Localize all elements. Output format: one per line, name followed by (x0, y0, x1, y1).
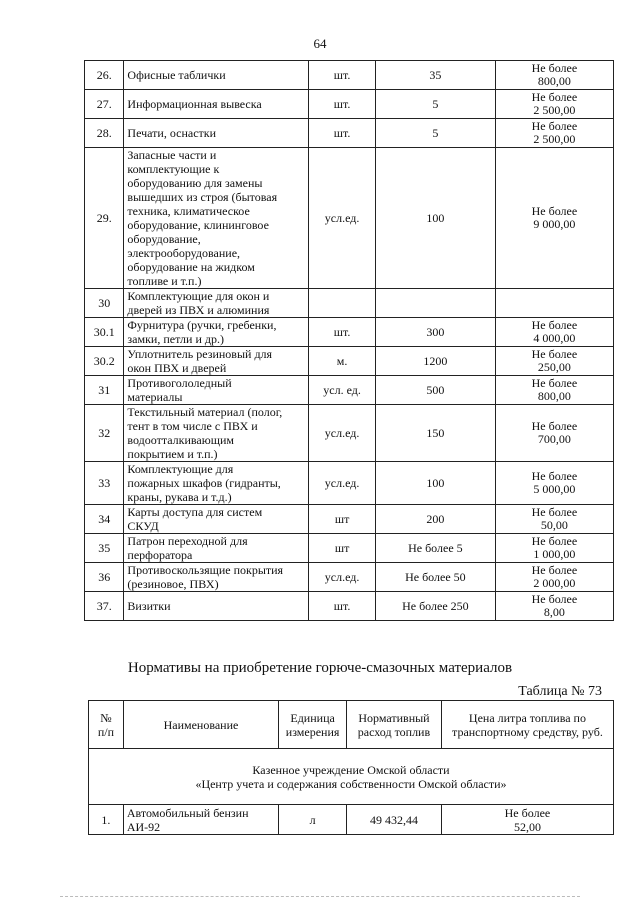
row-name: Комплектующие для окон и дверей из ПВХ и алюминия (124, 289, 309, 318)
row-norm: 49 432,44 (347, 805, 442, 835)
row-qty: 500 (375, 376, 495, 405)
row-qty: 100 (375, 148, 495, 289)
row-name: Фурнитура (ручки, гребенки, замки, петли и др.) (124, 318, 309, 347)
table-row (85, 563, 614, 592)
page-number: 64 (313, 36, 327, 51)
row-price: Не более 800,00 (495, 61, 613, 90)
row-qty: Не более 250 (375, 592, 495, 621)
row-price: Не более 2 000,00 (495, 563, 613, 592)
header-price: Цена литра топлива по транспортному средству, руб. (441, 701, 613, 749)
row-name: Запасные части и комплектующие к оборудованию для замены вышедших из строя (бытовая техника, климатическое оборудование, клининговое оборудование, электрооборудование, оборудование на жидком топливе и т.п.) (124, 148, 309, 289)
row-num: 29. (85, 148, 124, 289)
row-qty: 100 (375, 462, 495, 505)
row-price: Не более 5 000,00 (495, 462, 613, 505)
row-name: Патрон переходной для перфоратора (124, 534, 309, 563)
row-qty: Не более 50 (375, 563, 495, 592)
row-unit (309, 289, 376, 318)
row-price: Не более 9 000,00 (495, 148, 613, 289)
row-price: Не более 2 500,00 (495, 119, 613, 148)
row-num: 37. (85, 592, 124, 621)
row-unit: шт. (309, 61, 376, 90)
row-name: Офисные таблички (124, 61, 309, 90)
header-norm: Нормативный расход топлив (347, 701, 442, 749)
row-qty: 200 (375, 505, 495, 534)
table-row (85, 534, 614, 563)
row-unit: м. (309, 347, 376, 376)
row-name: Противогололедный материалы (124, 376, 309, 405)
table-row (85, 119, 614, 148)
row-qty: 35 (375, 61, 495, 90)
table-row (85, 61, 614, 90)
items-table (84, 60, 614, 621)
row-price: Не более 800,00 (495, 376, 613, 405)
row-num: 30.1 (85, 318, 124, 347)
table-row (85, 289, 614, 318)
row-qty: Не более 5 (375, 534, 495, 563)
table-row (85, 405, 614, 462)
row-name: Карты доступа для систем СКУД (124, 505, 309, 534)
table-row (85, 90, 614, 119)
row-name: Визитки (124, 592, 309, 621)
row-price: Не более 2 500,00 (495, 90, 613, 119)
row-num: 28. (85, 119, 124, 148)
fuel-table (88, 700, 614, 835)
table-row (89, 805, 614, 835)
row-name: Текстильный материал (полог, тент в том числе с ПВХ и водоотталкивающим покрытием и т.п.) (124, 405, 309, 462)
row-name: Автомобильный бензин АИ-92 (123, 805, 278, 835)
row-unit: усл.ед. (309, 462, 376, 505)
row-qty: 5 (375, 90, 495, 119)
row-price: Не более 4 000,00 (495, 318, 613, 347)
table-row (85, 462, 614, 505)
table-row (85, 592, 614, 621)
row-price: Не более 1 000,00 (495, 534, 613, 563)
org-line-1: Казенное учреждение Омской области (252, 762, 450, 777)
row-num: 30 (85, 289, 124, 318)
row-unit: усл.ед. (309, 563, 376, 592)
org-row (89, 749, 614, 805)
row-name: Информационная вывеска (124, 90, 309, 119)
row-name: Печати, оснастки (124, 119, 309, 148)
row-num: 34 (85, 505, 124, 534)
row-unit: шт. (309, 592, 376, 621)
header-num: № п/п (89, 701, 124, 749)
row-qty: 5 (375, 119, 495, 148)
table-row (85, 148, 614, 289)
header-name: Наименование (123, 701, 278, 749)
row-num: 30.2 (85, 347, 124, 376)
row-num: 26. (85, 61, 124, 90)
row-price: Не более 8,00 (495, 592, 613, 621)
row-price: Не более 50,00 (495, 505, 613, 534)
row-price: Не более 52,00 (441, 805, 613, 835)
row-name: Комплектующие для пожарных шкафов (гидранты, краны, рукава и т.д.) (124, 462, 309, 505)
row-unit: шт. (309, 318, 376, 347)
header-unit: Единица измерения (279, 701, 347, 749)
row-unit: усл.ед. (309, 148, 376, 289)
row-num: 31 (85, 376, 124, 405)
row-num: 27. (85, 90, 124, 119)
table-row (85, 376, 614, 405)
table-row (85, 318, 614, 347)
row-price: Не более 250,00 (495, 347, 613, 376)
table-row (85, 347, 614, 376)
row-qty: 300 (375, 318, 495, 347)
row-num: 1. (89, 805, 124, 835)
org-cell (89, 749, 614, 805)
footer-divider (60, 896, 580, 897)
row-unit: шт (309, 505, 376, 534)
table-label: Таблица № 73 (518, 684, 602, 699)
row-num: 36 (85, 563, 124, 592)
row-unit: шт. (309, 119, 376, 148)
table-row (85, 505, 614, 534)
row-num: 35 (85, 534, 124, 563)
table-header-row (89, 701, 614, 749)
row-name: Противоскользящие покрытия (резиновое, ПВХ) (124, 563, 309, 592)
row-unit: усл. ед. (309, 376, 376, 405)
row-qty (375, 289, 495, 318)
row-unit: усл.ед. (309, 405, 376, 462)
row-price: Не более 700,00 (495, 405, 613, 462)
row-num: 33 (85, 462, 124, 505)
row-num: 32 (85, 405, 124, 462)
row-unit: л (279, 805, 347, 835)
section-heading: Нормативы на приобретение горюче-смазочных материалов (127, 660, 513, 676)
row-unit: шт (309, 534, 376, 563)
org-line-2: «Центр учета и содержания собственности Омской области» (195, 776, 507, 791)
row-qty: 1200 (375, 347, 495, 376)
row-unit: шт. (309, 90, 376, 119)
row-name: Уплотнитель резиновый для окон ПВХ и дверей (124, 347, 309, 376)
row-price (495, 289, 613, 318)
row-qty: 150 (375, 405, 495, 462)
